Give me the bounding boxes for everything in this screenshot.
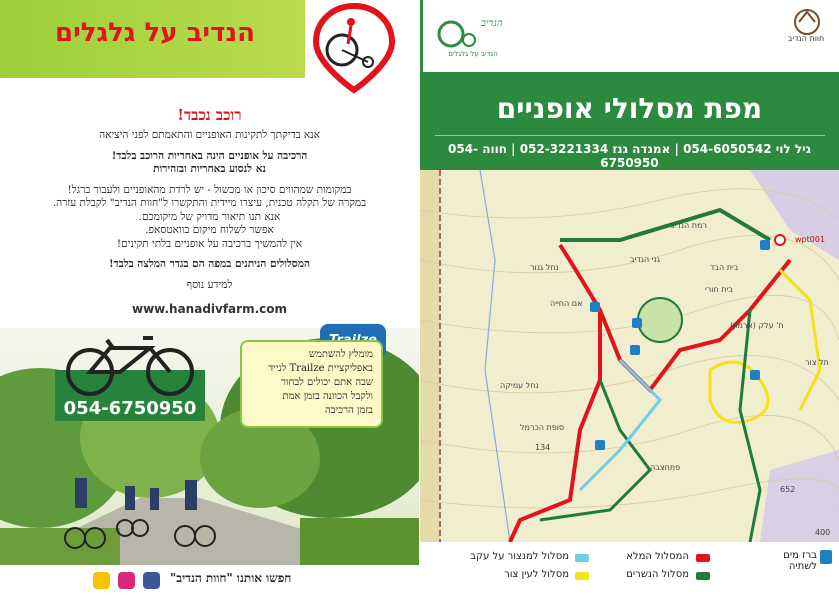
legend-item: ברז מים לשתיה [783, 550, 817, 572]
legend-swatch [696, 572, 710, 580]
notice-line: הרכיבה על אופניים הינה באחריות הרוכב בלבד! [111, 149, 308, 162]
trailze-line: שבה אתם יכולים לבחור [280, 377, 373, 388]
water-tap-icon [820, 550, 832, 564]
map-label: נחל גנור [530, 263, 559, 272]
notice-line: למידע נוסף [186, 278, 233, 291]
svg-text:הנדיב: הנדיב [481, 18, 503, 29]
rider-notice [0, 106, 419, 316]
left-footer [0, 565, 419, 595]
map-label: wpt001 [795, 235, 826, 244]
farm-logo-text: חוות הנדיב [787, 34, 825, 43]
social-text: חפשו אותנו "חוות הנדיב" [170, 571, 292, 585]
trail-map[interactable] [420, 170, 839, 542]
notice-line: אין להמשיך ברכיבה על אופניים בלתי תקינים! [116, 237, 303, 250]
legend-swatch [575, 572, 589, 580]
left-header [0, 0, 419, 87]
notice-line: המסלולים הניתנים במפה הם בגדר המלצה בלבד! [108, 258, 311, 270]
notice-heading: רוכב נכבד! [177, 106, 242, 124]
bicycle-icon [55, 330, 205, 400]
right-panel [420, 0, 839, 595]
map-label: אם החייה [550, 299, 583, 308]
map-label: נחל עמיקה [500, 381, 539, 390]
map-label: ח' עלק (ארמון) [730, 321, 784, 330]
left-panel [0, 0, 419, 595]
notice-line: אנא תנו תיאור מדויק של מיקומכם. [138, 210, 281, 223]
website-link[interactable]: www.hanadivfarm.com [131, 302, 287, 316]
trailze-line: ולקבל הכוונה בזמן אמת [282, 391, 373, 402]
trailze-box [240, 340, 383, 428]
map-label: בית הבד [710, 263, 739, 272]
legend-swatch [696, 554, 710, 562]
notice-line: במקרה של תקלה טכנית, עיצרו מיידית והתקשרו ל"חוות הנדיב" לקבלת עזרה. [52, 197, 367, 209]
facebook-icon[interactable] [143, 572, 160, 589]
map-label: 652 [780, 485, 796, 494]
legend-item: מסלול לעין צור [504, 569, 569, 580]
notice-line: אפשר לשלוח מיקום בוואטסאפ. [145, 224, 274, 236]
map-legend [420, 542, 839, 595]
map-label: תל צור [805, 358, 829, 367]
notice-line: אנא בדיקתך לתקינות האופניים והתאמתם לפני היציאה [99, 129, 320, 141]
farm-logo [783, 6, 831, 56]
legend-item: מסלול הנשרים [626, 569, 689, 580]
legend-item: מסלול למנצור על עקב [470, 551, 569, 562]
trailze-line: באפליקציית Trailze לנייד [268, 363, 373, 374]
legend-swatch [575, 554, 589, 562]
contacts-line: גיל לוי 054-6050542 | אמנדה גנז 052-3221334 | חווה 054-6750950 [448, 142, 811, 170]
map-label: רמת הנדיב [670, 221, 707, 230]
notice-line: במקומות שמהווים סיכון או מכשול - יש לרדת מהאופניים ולעבור ברגל! [67, 183, 352, 196]
trailze-line: מומלץ להשתמש [308, 349, 373, 360]
divider [435, 135, 825, 136]
map-label: בית חורי [705, 285, 733, 294]
notice-line: נא לנסוע באחריות ובזהירות [153, 163, 266, 175]
logos-bar [420, 0, 839, 72]
title-band [420, 72, 839, 170]
bike-logo-text: הנדיב על גלגלים [448, 50, 498, 58]
waze-icon[interactable] [93, 572, 110, 589]
map-label: סופת הכרמל [520, 423, 565, 432]
map-title: מפת מסלולי אופניים [496, 92, 763, 125]
map-label: 134 [535, 443, 551, 452]
brand-title: הנדיב על גלגלים [54, 18, 256, 48]
map-label: 400 [815, 528, 831, 537]
bike-pin-icon [306, 2, 402, 94]
map-label: גני הנדיב [630, 255, 661, 264]
instagram-icon[interactable] [118, 572, 135, 589]
phone-number[interactable]: 054-6750950 [55, 397, 205, 421]
legend-item: המסלול המלא [626, 551, 689, 562]
map-label: פתחצבה [650, 463, 681, 472]
bike-brand-logo [433, 6, 511, 56]
trailze-line: בזמן הרכיבה [324, 405, 373, 416]
